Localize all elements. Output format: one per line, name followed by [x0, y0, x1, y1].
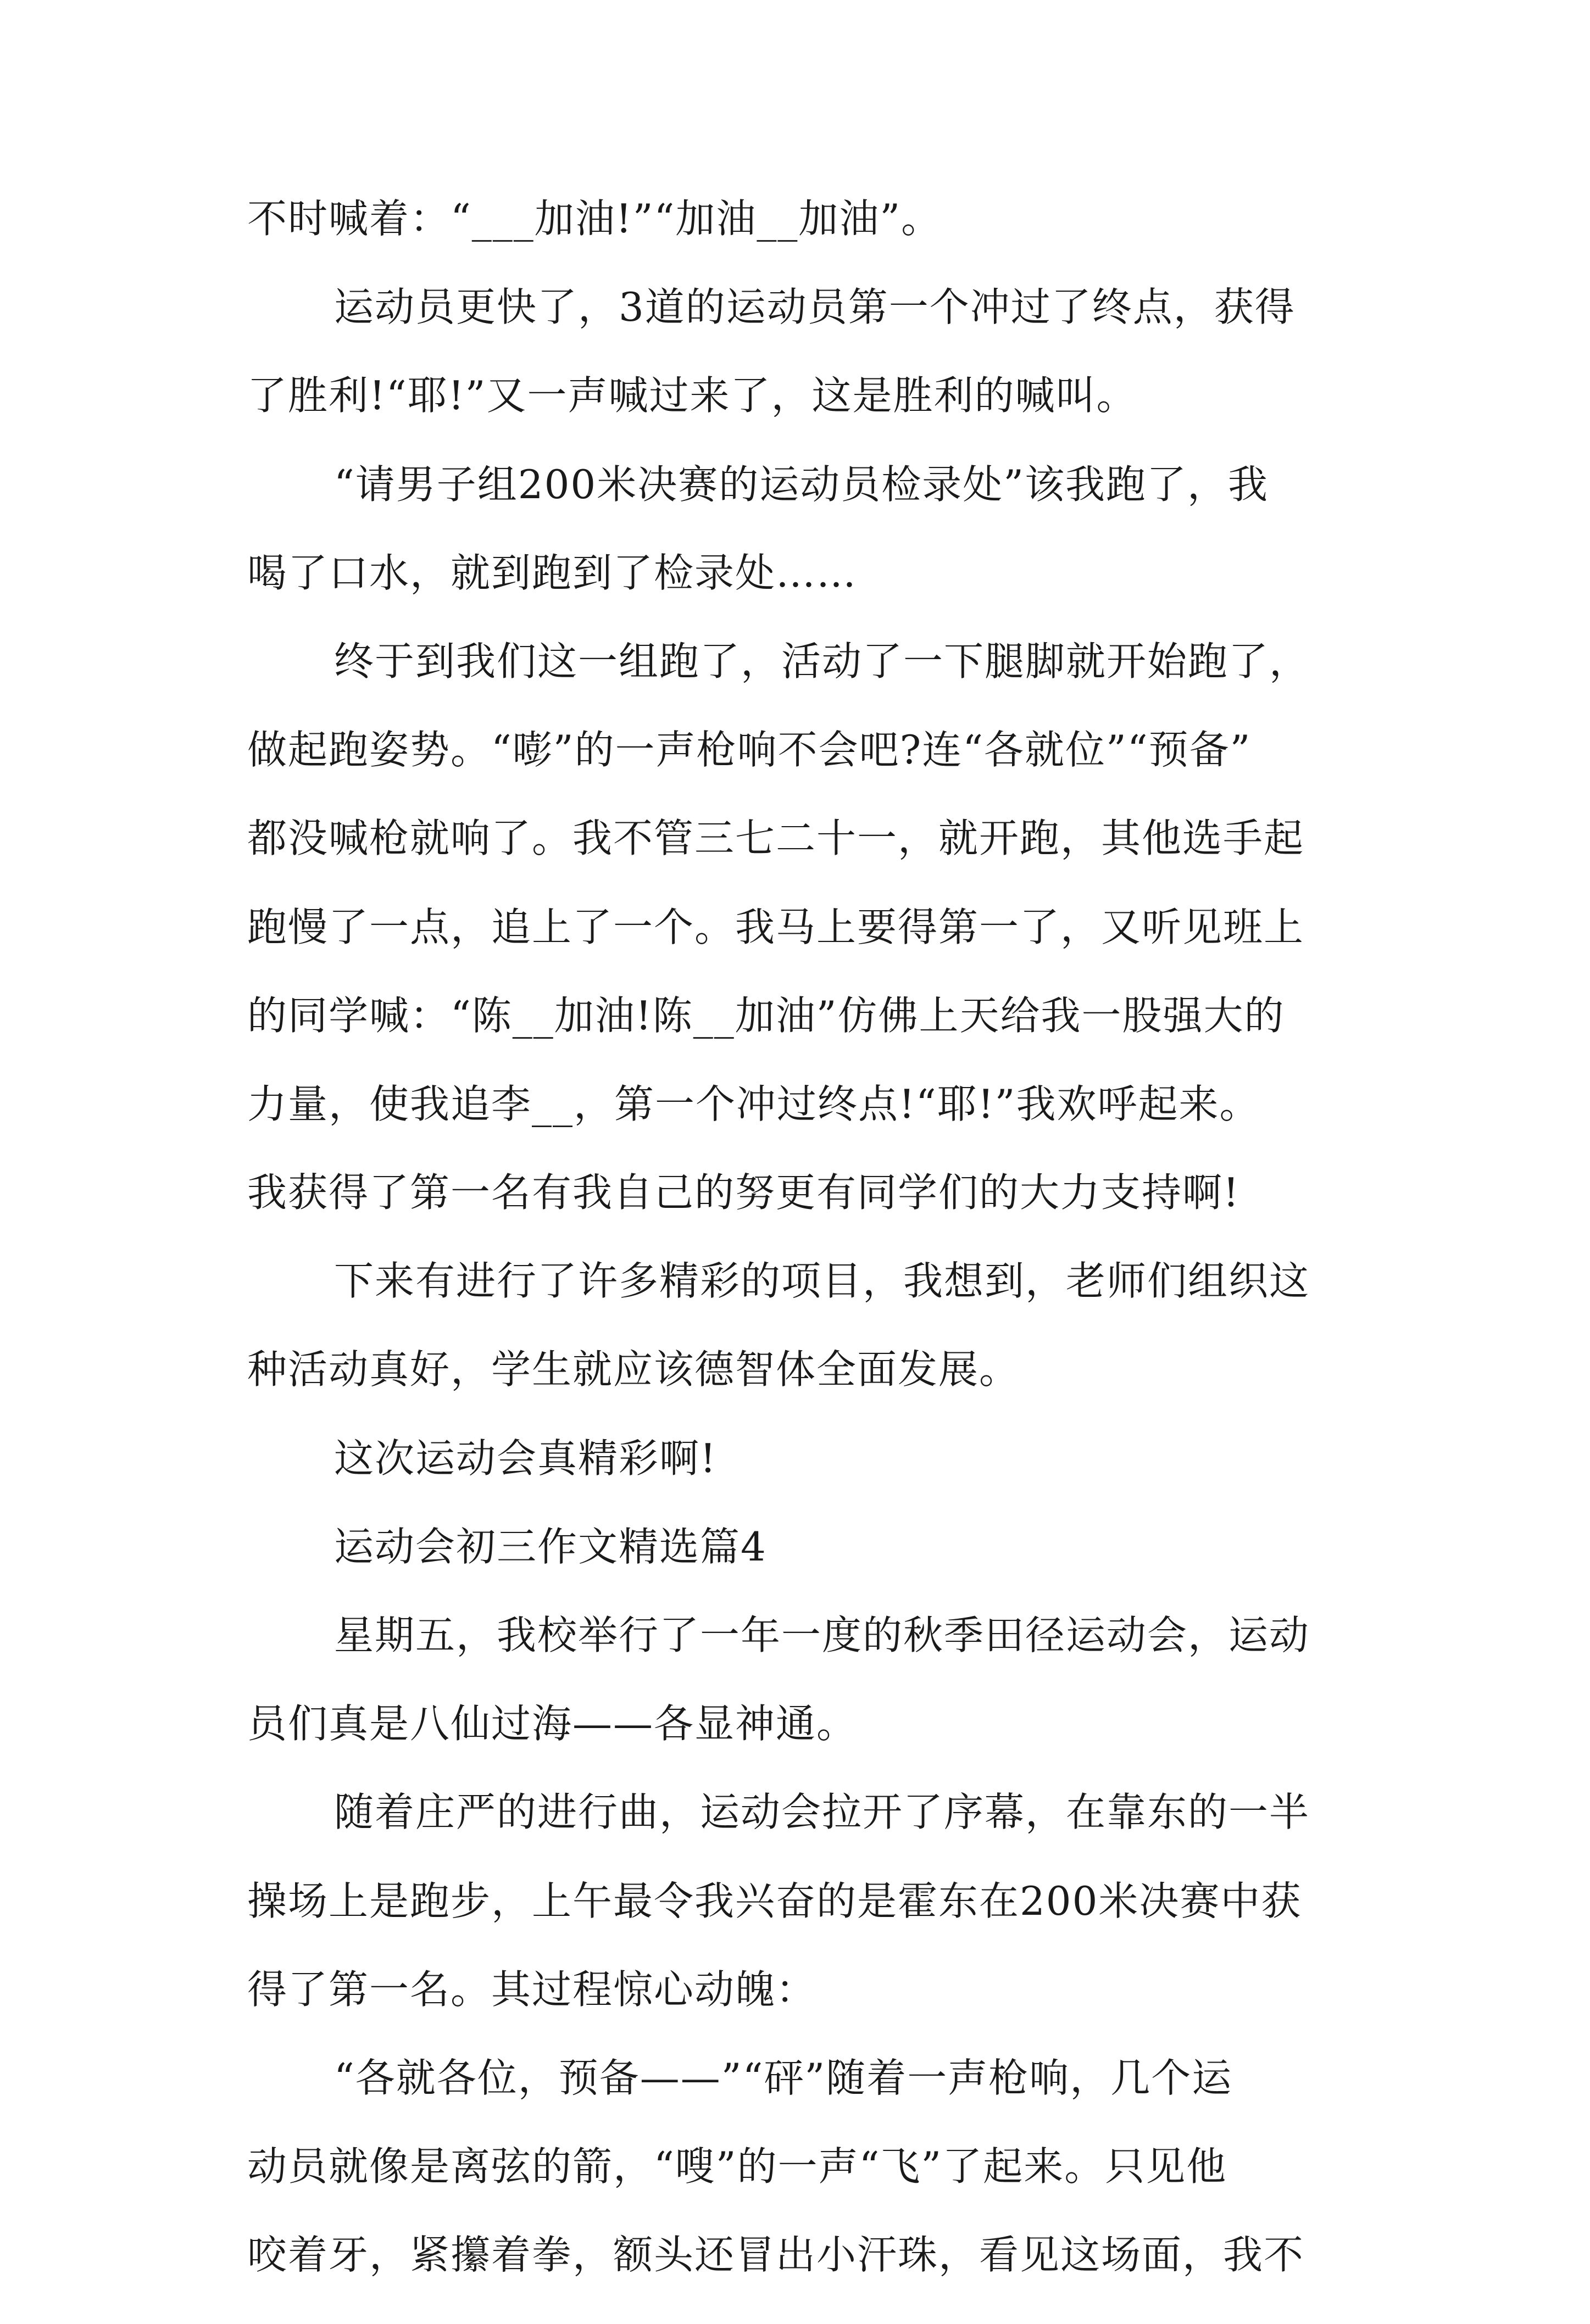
paragraph-line: 种活动真好，学生就应该德智体全面发展。 [247, 1346, 1020, 1393]
paragraph-first-line: 星期五，我校举行了一年一度的秋季田径运动会，运动 [334, 1612, 1310, 1658]
paragraph-line: 得了第一名。其过程惊心动魄： [247, 1966, 817, 2013]
paragraph-first-line: 运动会初三作文精选篇4 [334, 1523, 767, 1570]
paragraph-line: 喝了口水，就到跑到了检录处…… [247, 549, 858, 596]
paragraph-first-line: 运动员更快了，3道的运动员第一个冲过了终点，获得 [334, 284, 1296, 331]
paragraph-first-line: 终于到我们这一组跑了，活动了一下腿脚就开始跑了， [334, 638, 1310, 684]
paragraph-line: 做起跑姿势。“嘭”的一声枪响不会吧?连“各就位”“预备” [247, 727, 1252, 773]
paragraph-line: 的同学喊：“陈__加油!陈__加油”仿佛上天给我一股强大的 [247, 992, 1285, 1039]
paragraph-line: 操场上是跑步，上午最令我兴奋的是霍东在200米决赛中获 [247, 1877, 1302, 1924]
paragraph-line: 了胜利!“耶!”又一声喊过来了，这是胜利的喊叫。 [247, 372, 1137, 419]
paragraph-line: 员们真是八仙过海——各显神通。 [247, 1701, 858, 1747]
paragraph-line: 都没喊枪就响了。我不管三七二十一，就开跑，其他选手起 [247, 815, 1305, 862]
paragraph-first-line: “请男子组200米决赛的运动员检录处”该我跑了，我 [334, 461, 1269, 508]
paragraph-line: 动员就像是离弦的箭，“嗖”的一声“飞”了起来。只见他 [247, 2143, 1227, 2190]
paragraph-first-line: 随着庄严的进行曲，运动会拉开了序幕，在靠东的一半 [334, 1789, 1310, 1836]
paragraph-first-line: “各就各位，预备——”“砰”随着一声枪响，几个运 [334, 2054, 1233, 2101]
paragraph-line: 我获得了第一名有我自己的努更有同学们的大力支持啊! [247, 1169, 1240, 1216]
paragraph-line: 不时喊着：“___加油!”“加油__加油”。 [247, 196, 942, 242]
document-page [247, 196, 1357, 2324]
paragraph-line: 跑慢了一点，追上了一个。我马上要得第一了，又听见班上 [247, 904, 1305, 950]
paragraph-line: 咬着牙，紧攥着拳，额头还冒出小汗珠，看见这场面，我不 [247, 2232, 1305, 2278]
paragraph-line: 力量，使我追李__，第一个冲过终点!“耶!”我欢呼起来。 [247, 1080, 1260, 1127]
paragraph-first-line: 这次运动会真精彩啊! [334, 1435, 717, 1481]
paragraph-first-line: 下来有进行了许多精彩的项目，我想到，老师们组织这 [334, 1258, 1310, 1305]
